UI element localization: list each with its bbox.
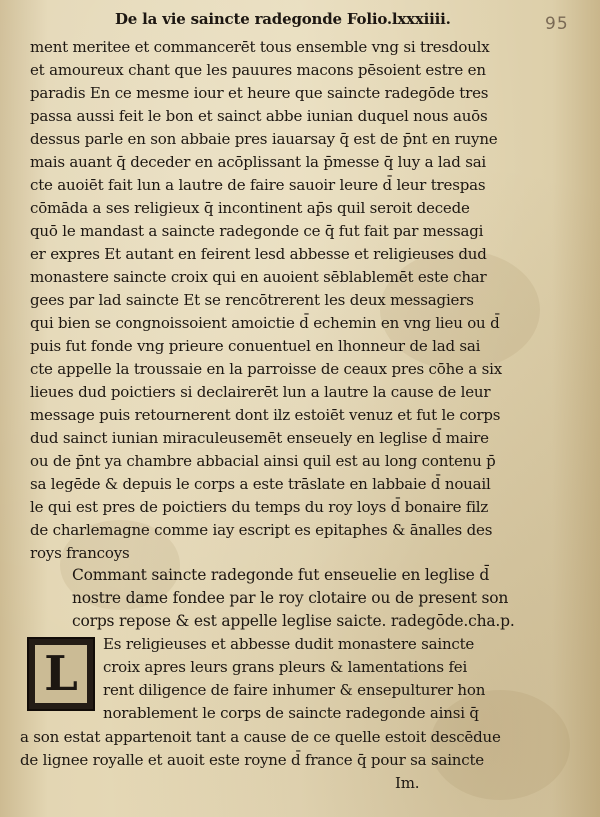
chapter-heading-line: Commant saincte radegonde fut enseuelie en leglise d̄ <box>72 566 490 584</box>
body-line: sa legēde & depuis le corps a este trāslate en labbaie d̄ nouail <box>30 475 491 493</box>
body-line: qui bien se congnoissoient amoictie d̄ echemin en vng lieu ou d̄ <box>30 314 500 332</box>
body-line: message puis retournerent dont ilz estoiēt venuz et fut le corps <box>30 406 501 424</box>
body-line: ou de p̄nt ya chambre abbacial ainsi quil est au long contenu p̄ <box>30 452 496 470</box>
body-line: er expres Et autant en feirent lesd abbesse et religieuses dud <box>30 245 487 263</box>
body-line: croix apres leurs grans pleurs & lamentations fei <box>103 658 468 676</box>
body-line: roys francoys <box>30 544 130 562</box>
body-line: de charlemagne comme iay escript es epitaphes & ānalles des <box>30 521 493 539</box>
decorated-initial <box>27 637 95 711</box>
body-line: a son estat appartenoit tant a cause de ce quelle estoit descēdue <box>20 728 501 746</box>
body-line: gees par lad saincte Et se rencōtrerent les deux messagiers <box>30 291 474 309</box>
body-line: quō le mandast a saincte radegonde ce q̄ fut fait par messagi <box>30 222 484 240</box>
body-line: mais auant q̄ deceder en acōplissant la p̄messe q̄ luy a lad sai <box>30 153 487 171</box>
body-line: monastere saincte croix qui en auoient sēblablemēt este char <box>30 268 487 286</box>
folio-number: 95 <box>545 14 569 34</box>
body-line: cte auoiēt fait lun a lautre de faire sauoir leure d̄ leur trespas <box>30 176 486 194</box>
body-line: puis fut fonde vng prieure conuentuel en lhonneur de lad sai <box>30 337 481 355</box>
body-line: rent diligence de faire inhumer & ensepulturer hon <box>103 681 486 699</box>
body-line: et amoureux chant que les pauures macons pēsoient estre en <box>30 61 486 79</box>
body-line: dud sainct iunian miraculeusemēt enseuely en leglise d̄ maire <box>30 429 489 447</box>
chapter-heading-line: nostre dame fondee par le roy clotaire ou de present son <box>72 589 509 607</box>
body-line: passa aussi feit le bon et sainct abbe iunian duquel nous auōs <box>30 107 488 125</box>
body-line: cte appelle la troussaie en la parroisse de ceaux pres cōhe a six <box>30 360 502 378</box>
body-line: paradis En ce mesme iour et heure que saincte radegōde tres <box>30 84 489 102</box>
catchword: Im. <box>395 774 420 792</box>
body-line: lieues dud poictiers si declairerēt lun a lautre la cause de leur <box>30 383 491 401</box>
body-line: norablement le corps de saincte radegonde ainsi q̄ <box>103 704 479 722</box>
body-line: dessus parle en son abbaie pres iauarsay q̄ est de p̄nt en ruyne <box>30 130 498 148</box>
body-line: cōmāda a ses religieux q̄ incontinent ap̄s quil seroit decede <box>30 199 470 217</box>
body-line: le qui est pres de poictiers du temps du roy loys d̄ bonaire filz <box>30 498 489 516</box>
chapter-heading-line: corps repose & est appelle leglise saicte. radegōde.cha.p. <box>72 612 515 630</box>
running-header: De la vie saincte radegonde Folio.lxxxiiii. <box>115 10 451 28</box>
decorated-initial-letter: L <box>35 645 87 703</box>
body-line: de lignee royalle et auoit este royne d̄ france q̄ pour sa saincte <box>20 751 484 769</box>
body-line: ment meritee et commancerēt tous ensemble vng si tresdoulx <box>30 38 490 56</box>
body-line: Es religieuses et abbesse dudit monastere saincte <box>103 635 475 653</box>
